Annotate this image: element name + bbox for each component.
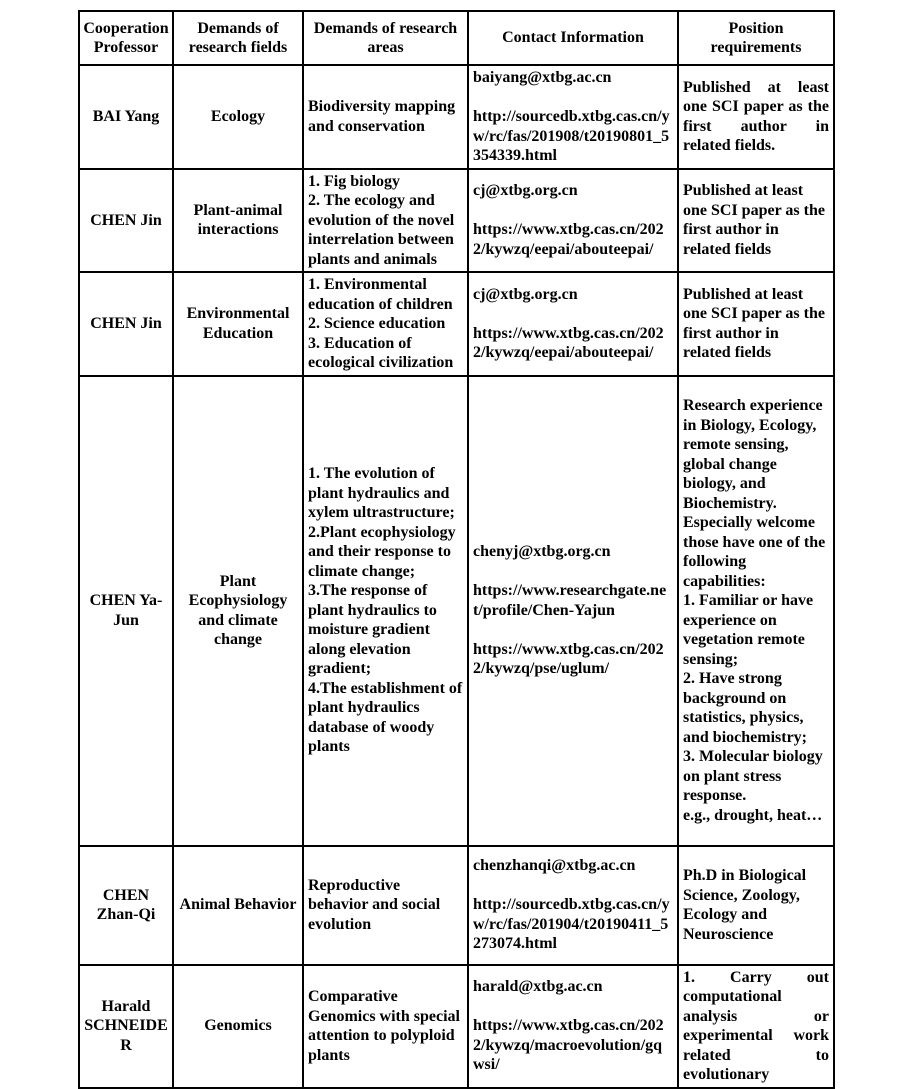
column-header-position-requirements: Position requirements	[678, 11, 834, 65]
cell-position-requirements	[678, 965, 834, 1088]
contact-line: harald@xtbg.ac.cn	[473, 978, 603, 996]
cell-research-field: Ecology	[173, 65, 303, 169]
column-header-cooperation-professor: Cooperation Professor	[79, 11, 173, 65]
cell-research-field: Environmental Education	[173, 272, 303, 376]
requirement-line: 3. Molecular biology on plant stress response.	[683, 748, 823, 804]
cell-professor-name: BAI Yang	[79, 65, 173, 169]
cell-research-areas	[303, 65, 468, 169]
cell-research-field: Plant Ecophysiology and climate change	[173, 376, 303, 846]
cell-research-areas	[303, 376, 468, 846]
research-area-line: 3.The response of plant hydraulics to moisture gradient along elevation gradient;	[308, 582, 437, 678]
header-row	[79, 11, 834, 65]
table-row	[79, 169, 834, 273]
cell-contact-information	[468, 376, 678, 846]
contact-line: chenzhanqi@xtbg.ac.cn	[473, 857, 636, 875]
cell-contact-information	[468, 272, 678, 376]
contact-line: baiyang@xtbg.ac.cn	[473, 69, 612, 86]
table-row	[79, 65, 834, 169]
research-area-line: 3. Education of ecological civilization	[308, 334, 454, 371]
requirement-line: Published at least one SCI paper as the first author in related fields	[683, 182, 825, 258]
cell-contact-information	[468, 846, 678, 965]
requirement-line: e.g., drought, heat…	[683, 806, 823, 824]
requirement-line: Research experience in Biology, Ecology, remote sensing, global change biology, and Biochemistry. Especially welcome those have one of the following capabilities:	[683, 397, 826, 590]
contact-line: https://www.xtbg.cas.cn/2022/kywzq/pse/uglum/	[473, 640, 664, 678]
research-area-line: 1. Environmental education of children	[308, 276, 453, 313]
cell-research-field: Genomics	[173, 965, 303, 1088]
requirement-line: Published at least one SCI paper as the first author in related fields	[683, 285, 825, 362]
contact-line: https://www.researchgate.net/profile/Chen-Yajun	[473, 582, 667, 619]
research-area-line: 2. Science education	[308, 315, 446, 332]
table-row	[79, 376, 834, 846]
cell-position-requirements	[678, 376, 834, 846]
cell-contact-information	[468, 65, 678, 169]
requirement-line: 1. Familiar or have experience on vegetation remote sensing;	[683, 592, 814, 668]
research-area-line: 1. Fig biology	[308, 172, 401, 190]
cell-research-areas	[303, 965, 468, 1088]
cell-research-areas	[303, 846, 468, 965]
cell-professor-name: CHEN Jin	[79, 272, 173, 376]
contact-line: cj@xtbg.org.cn	[473, 182, 578, 200]
research-area-line: 2. The ecology and evolution of the novel interrelation between plants and animals	[308, 192, 455, 268]
research-area-line: 4.The establishment of plant hydraulics database of woody plants	[308, 679, 463, 756]
cell-contact-information	[468, 965, 678, 1088]
cell-research-field: Animal Behavior	[173, 846, 303, 965]
table-row	[79, 272, 834, 376]
cell-position-requirements	[678, 846, 834, 965]
cell-research-areas	[303, 272, 468, 376]
cell-research-field: Plant-animal interactions	[173, 169, 303, 273]
requirement-line: Ph.D in Biological Science, Zoology, Ecology and Neuroscience	[683, 867, 807, 943]
cell-position-requirements	[678, 65, 834, 169]
professors-table	[78, 10, 835, 1089]
column-header-research-areas: Demands of research areas	[303, 11, 468, 65]
research-area-line: 1. The evolution of plant hydraulics and xylem ultrastructure;	[308, 465, 455, 522]
contact-line: https://www.xtbg.cas.cn/2022/kywzq/macroevolution/gqwsi/	[473, 1017, 664, 1074]
research-area-line: 2.Plant ecophysiology and their response to climate change;	[308, 523, 456, 580]
cell-professor-name: Harald SCHNEIDER	[79, 965, 173, 1088]
research-area-line: Biodiversity mapping and conservation	[308, 98, 456, 135]
requirement-line: Published at least one SCI paper as the first author in related fields.	[683, 78, 829, 155]
contact-line: chenyj@xtbg.org.cn	[473, 543, 611, 561]
contact-line: http://sourcedb.xtbg.cas.cn/yw/rc/fas/201908/t20190801_5354339.html	[473, 108, 670, 164]
table-body	[79, 65, 834, 1088]
contact-line: https://www.xtbg.cas.cn/2022/kywzq/eepai/abouteepai/	[473, 324, 664, 362]
cell-professor-name: CHEN Zhan-Qi	[79, 846, 173, 965]
requirement-line: 1. Carry out computational analysis or experimental work related to evolutionary	[683, 968, 829, 1083]
table-row	[79, 965, 834, 1088]
column-header-contact-information: Contact Information	[468, 11, 678, 65]
research-area-line: Reproductive behavior and social evolution	[308, 876, 441, 933]
cell-position-requirements	[678, 272, 834, 376]
cell-professor-name: CHEN Ya-Jun	[79, 376, 173, 846]
cell-research-areas	[303, 169, 468, 273]
column-header-research-fields: Demands of research fields	[173, 11, 303, 65]
table-row	[79, 846, 834, 965]
contact-line: http://sourcedb.xtbg.cas.cn/yw/rc/fas/201904/t20190411_5273074.html	[473, 896, 670, 953]
requirement-line: 2. Have strong background on statistics, physics, and biochemistry;	[683, 670, 807, 746]
contact-line: cj@xtbg.org.cn	[473, 285, 578, 303]
cell-professor-name: CHEN Jin	[79, 169, 173, 273]
cell-contact-information	[468, 169, 678, 273]
cell-position-requirements	[678, 169, 834, 273]
research-area-line: Comparative Genomics with special attention to polyploid plants	[308, 988, 460, 1064]
contact-line: https://www.xtbg.cas.cn/2022/kywzq/eepai/abouteepai/	[473, 221, 664, 258]
